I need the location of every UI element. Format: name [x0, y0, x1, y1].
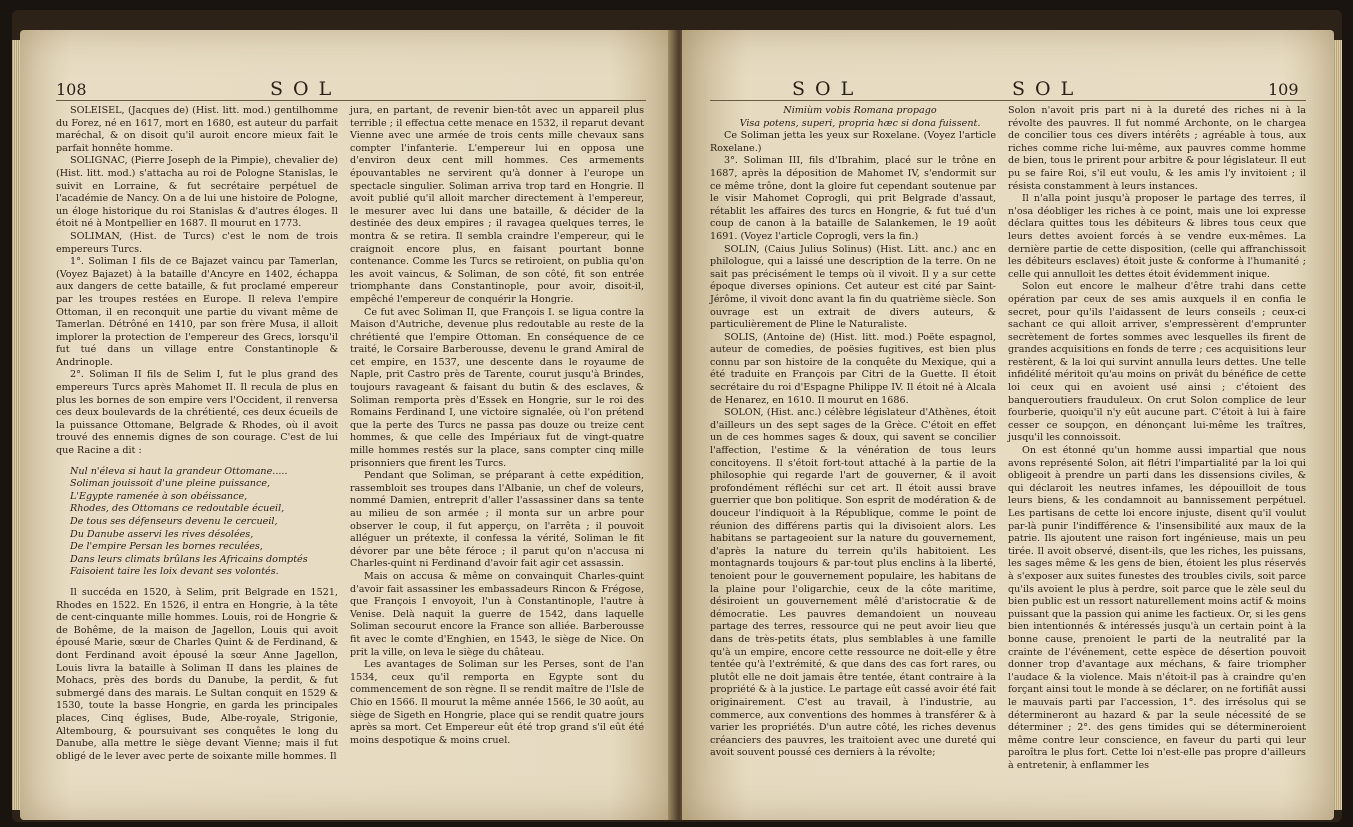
right-header-rule	[710, 100, 1306, 101]
left-page-number: 108	[56, 80, 87, 99]
verse-line: Rhodes, des Ottomans ce redoutable écueil,	[70, 503, 285, 515]
left-header-rule	[56, 100, 646, 101]
left-page	[20, 30, 675, 820]
racine-verse	[70, 466, 338, 579]
motto-line: Visa potens, superi, propria hæc si dona fuissent.	[739, 117, 981, 129]
entry-soliman-iii: 3°. Soliman III, fils d'Ibrahim, placé sur le trône en 1687, après la déposition de Mahomet IV, s'endormit sur ce même trône, dont la gloire fut cependant soutenue par le visir Mahomet Coprogli, qui prit Belgrade d'assaut, rétablit les affaires des turcs en Hongrie, & fut tué d'un coup de canon à la bataille de Salankemen, le 19 août 1691. (Voyez l'article Coprogli, vers la fin.)	[710, 155, 996, 242]
entry-soleisel: SOLEISEL, (Jacques de) (Hist. litt. mod.) gentilhomme du Forez, né en 1617, mort en 1680, est auteur du parfait maréchal, & on disoit qu'il auroit encore mieux fait le parfait honnête homme.	[56, 105, 338, 154]
right-column-1	[710, 105, 996, 760]
paragraph: Pendant que Soliman, se préparant à cette expédition, rassembloit ses troupes dans l'Albanie, un chef de voleurs, nommé Damien, entreprit d'aller l'assassiner dans sa tente au milieu de son armée ; il monta sur un arbre pour observer le coup, il fut apperçu, on l'arrêta ; il pouvoit alléguer un prétexte, il confessa la vérité, Soliman le fit dévorer par une bête féroce ; il parut qu'on n'accusa ni Charles-quint ni Ferdinand d'avoir fait agir cet assassin.	[350, 470, 644, 570]
entry-solin: SOLIN, (Caius Julius Solinus) (Hist. Litt. anc.) anc en philologue, qui a laissé une description de la terre. On ne sait pas précisément le temps où il vivoit. Il y a sur cette époque diverses opinions. Cet auteur est cité par Saint-Jérôme, il vivoit donc avant la fin du quatrième siècle. Son ouvrage est un extrait de divers auteurs, & particulièrement de Pline le Naturaliste.	[710, 243, 996, 331]
right-running-head-1: S O L	[792, 78, 856, 100]
paragraph: Les avantages de Soliman sur les Perses, sont de l'an 1534, ceux qu'il remporta en Egypte sont du commencement de son règne. Il se rendit maître de l'Isle de Chio en 1566. Il mourut la même année 1566, le 30 août, au siège de Sigeth en Hongrie, place qui se rendit quatre jours après sa mort. Cet Empereur eût été trop grand s'il eût été moins despotique & moins cruel.	[350, 659, 644, 746]
paragraph: On est étonné qu'un homme aussi impartial que nous avons représenté Solon, ait flétri l'impartialité par la loi qui obligeoit à prendre un parti dans les dissensions civiles, & qui déclaroit les neutres infames, les dépouilloit de tous leurs biens, & les condamnoit au bannissement perpétuel. Les partisans de cette loi encore injuste, disent qu'il voulut par-là punir l'indifférence & l'insensibilité aux maux de la patrie. Ils ajoutent une raison fort ingénieuse, mais un peu tirée. Il avoit observé, disent-ils, que les riches, les puissans, les sages même & les gens de bien, étoient les plus réservés à s'exposer aux suites funestes des troubles civils, soit parce qu'ils avoient le plus à perdre, soit parce que le zèle seul du bien public est un ressort naturellement moins actif & moins puissant que la passion qui anime les factieux. Or, si les gens bien intentionnés & intéressés jusqu'à un certain point à la bonne cause, prenoient le parti de la neutralité par la crainte de l'événement, cette espèce de désertion pouvoit donner trop d'avantage aux méchans, & faire triompher l'audace & la violence. Mais n'étoit-il pas à craindre qu'en forçant ainsi tout le monde à se déclarer, on ne fortifiât aussi le mauvais parti par l'accession, 1°. des irrésolus qui se détermineront au hazard & par la seule nécessité de se déterminer ; 2°. des gens timides qui se détermineroient même contre leur conscience, en faveur du parti qui leur paroîtra le plus fort. Cette loi n'est-elle pas propre d'ailleurs à entretenir, à enflammer les	[1008, 445, 1306, 771]
entry-soliman: SOLIMAN, (Hist. de Turcs) c'est le nom de trois empereurs Turcs.	[56, 230, 338, 255]
left-column-2	[350, 105, 644, 747]
verse-line: Dans leurs climats brûlans les Africains domptés	[70, 553, 308, 565]
paragraph: Ce fut avec Soliman II, que François I. se ligua contre la Maison d'Autriche, devenue plus redoutable au reste de la chrétienté que l'empire Ottoman. En conséquence de ce traité, le Corsaire Barberousse, devenu le grand Amiral de cet empire, en 1537, une descente dans le royaume de Naple, prit Castro près de Tarente, courut jusqu'à Brindes, toujours ravageant & faisant du butin & des esclaves, & Soliman remporta près d'Essek en Hongrie, sur le roi des Romains Ferdinand I, une victoire signalée, où l'on prétend que la perte des Turcs ne passa pas douze ou treize cent hommes, & que celle des Impériaux fut de vingt-quatre mille hommes restés sur la place, sans compter cinq mille prisonniers que firent les Turcs.	[350, 306, 644, 469]
right-page	[682, 30, 1334, 820]
paragraph: jura, en partant, de revenir bien-tôt avec un appareil plus terrible ; il effectua cette menace en 1532, il reparut devant Vienne avec une armée de trois cents mille chevaux sans compter l'infanterie. L'empereur lui en opposa une d'environ deux cent mill hommes. Ces armements épouvantables ne servirent qu'à donner à l'europe un spectacle singulier. Soliman arriva trop tard en Hongrie. Il avoit publié qu'il alloit marcher directement à l'empereur, le mesurer avec lui dans une bataille, & décider de la destinée des deux empires ; il ravagea quelques terres, le montra & se retira. Il sembla craindre l'empereur, qui le craignoit encore plus, en faisant pourtant bonne contenance. Comme les Turcs se retiroient, on publia qu'on les avoit vaincus, & Soliman, de son côté, fit son entrée triomphante dans Constantinople, pour avoir, disoit-il, empêché l'empereur de conquérir la Hongrie.	[350, 105, 644, 305]
entry-soliman-i: 1°. Soliman I fils de ce Bajazet vaincu par Tamerlan, (Voyez Bajazet) à la bataille d'Ancyre en 1402, échappa aux dangers de cette bataille, & fut proclamé empereur par les troupes restées en Europe. Il releva l'empire Ottoman, il en reconquit une partie du vivant même de Tamerlan. Détrôné en 1410, par son frère Musa, il alloit implorer la protection de l'empereur des Grecs, lorsqu'il fut tué dans un village entre Constantinople & Andrinople.	[56, 256, 338, 368]
verse-line: Faisoient taire les loix devant ses volontés.	[70, 566, 279, 578]
paragraph: Solon n'avoit pris part ni à la dureté des riches ni à la révolte des pauvres. Il fut nommé Archonte, on le chargea de concilier tous ces divers intérêts ; agréable à tous, aux riches comme riche lui-même, aux pauvres comme homme de bien, tous le prirent pour arbitre & pour législateur. Il eut pu se faire Roi, s'il eut voulu, & les amis l'y invitoient ; il résista constamment à leurs instances.	[1008, 105, 1306, 192]
entry-solon: SOLON, (Hist. anc.) célèbre législateur d'Athènes, étoit d'ailleurs un des sept sages de la Grèce. C'étoit en effet un de ces hommes sages & doux, qui savent se concilier l'affection, l'estime & la vénération de tous leurs concitoyens. Il s'étoit fort-tout attaché à la partie de la philosophie qui regarde l'art de gouverner, & il avoit profondément réfléchi sur cet art. Il étoit aussi brave guerrier que bon politique. Son esprit de modération & de douceur l'indiquoit à la République, comme le point de réunion des différens partis qui la divisoient alors. Les habitans se partageoient sur la nature du gouvernement, d'après la nature du terrein qu'ils habitoient. Les montagnards toujours & par-tout plus enclins à la liberté, tenoient pour le gouvernement populaire, les habitans de la plaine pour l'oligarchie, ceux de la côte maritime, désiroient un gouvernement mêlé d'aristocratie & de démocratie. Les pauvres demandoient un nouveau partage des terres, ressource qui ne peut avoir lieu que dans de très-petits états, plus semblables à une famille qu'à un empire, encore cette ressource ne doit-elle y être tentée qu'à l'extrémité, & que dans des cas fort rares, ou plutôt elle ne doit jamais être tentée, étant contraire à la propriété & à la justice. Le partage eût cassé avoir été fait originairement. C'est au travail, à l'industrie, au commerce, aux conventions des hommes à transférer & à varier les propriétés. D'un autre côté, les riches devenus créanciers des pauvres, les traitoient avec une dureté qui avoit souvent poussé ces derniers à la révolte;	[710, 407, 996, 759]
verse-line: Nul n'éleva si haut la grandeur Ottomane.....	[70, 465, 288, 477]
open-book	[12, 10, 1342, 822]
verse-line: Soliman jouissoit d'une pleine puissance,	[70, 478, 271, 490]
paragraph: Solon eut encore le malheur d'être trahi dans cette opération par ceux de ses amis auxquels il en confia le secret, pour qu'ils l'aidassent de leurs conseils ; ceux-ci sachant ce qui alloit arriver, s'empressèrent d'emprunter secrètement de fortes sommes avec lesquelles ils firent de grandes acquisitions en fonds de terre ; ces acquisitions leur restèrent, & la loi qui survint annulla leurs dettes. Une telle infidélité méritoit qu'au moins on privât du bénéfice de cette loi ceux qui en avoient usé ainsi ; c'étoient des banqueroutiers frauduleux. On crut Solon complice de leur fourberie, quoiqu'il n'y eût aucune part. C'étoit à lui à faire cesser ce soupçon, en dénonçant lui-même les traîtres, jusqu'il les connoissoit.	[1008, 281, 1306, 444]
right-page-number: 109	[1268, 80, 1299, 99]
verse-line: L'Egypte ramenée à son obéissance,	[70, 490, 248, 502]
verse-line: Du Danube asservi les rives désolées,	[70, 528, 254, 540]
paragraph: Ce Soliman jetta les yeux sur Roxelane. (Voyez l'article Roxelane.)	[710, 130, 996, 154]
paragraph: Mais on accusa & même on convainquit Charles-quint d'avoir fait assassiner les embassadeurs Rincon & Frégose, que François I envoyoit, l'un à Constantinople, l'autre à Venise. Delà naquit la guerre de 1542, dans laquelle Soliman secourut encore la France son alliée. Barberousse fit avec le comte d'Enghien, en 1543, le siège de Nice. On prit la ville, on leva le siège du château.	[350, 570, 644, 658]
left-running-head: S O L	[270, 78, 334, 100]
entry-soliman-ii-cont: Il succéda en 1520, à Selim, prit Belgrade en 1521, Rhodes en 1522. En 1526, il entra en Hongrie, à la tête de cent-cinquante mille hommes. Louis, roi de Hongrie & de Bohême, de la maison de Jagellon, Louis qui avoit épousé Marie, sœur de Charles Quint & de Ferdinand, & dont Ferdinand avoit épousé la sœur Anne Jagellon, Louis livra la bataille à Soliman II dans les plaines de Mohacs, près des bords du Danube, la perdit, & fut submergé dans des marais. Le Sultan conquit en 1529 & 1530, toute la basse Hongrie, en garda les principales places, Cinq églises, Bude, Albe-royale, Strigonie, Altembourg, & poursuivant ses conquêtes le long du Danube, alla mettre le siège devant Vienne; mais il fut obligé de le lever avec perte de soixante mille hommes. Il	[56, 586, 338, 762]
entry-solignac: SOLIGNAC, (Pierre Joseph de la Pimpie), chevalier de) (Hist. litt. mod.) s'attacha au roi de Pologne Stanislas, le suivit en Lorraine, & fut secrétaire perpétuel de l'académie de Nancy. On a de lui une histoire de Pologne, un éloge historique du roi Stanislas & d'autres éloges. Il étoit né à Montpellier en 1687. Il mourut en 1773.	[56, 155, 338, 230]
paragraph: Il n'alla point jusqu'à proposer le partage des terres, il n'osa déobliger les riches à ce point, mais une loi expresse déclara quittes tous les débiteurs & libres tous ceux que leurs dettes avoient forcés à se vendre eux-mêmes. La dernière partie de cette disposition, (celle qui affranchissoit les débiteurs esclaves) étoit juste & conforme à l'humanité ; celle qui annulloit les dettes étoit évidemment inique.	[1008, 193, 1306, 280]
verse-line: De tous ses défenseurs devenu le cercueil,	[70, 516, 278, 527]
entry-solis: SOLIS, (Antoine de) (Hist. litt. mod.) Poëte espagnol, auteur de comedies, de poësies fugitives, est bien plus connu par son histoire de la conquête du Mexique, qui a été traduite en François par Citri de la Guette. Il étoit secrétaire du roi d'Espagne Philippe IV. Il étoit né à Alcala de Henarez, en 1610. Il mourut en 1686.	[710, 331, 996, 406]
verse-line: De l'empire Persan les bornes reculées,	[70, 541, 263, 553]
motto-line: Nimiùm vobis Romana propago	[783, 105, 937, 116]
right-running-head-2: S O L	[1012, 78, 1076, 100]
right-column-2	[1008, 105, 1306, 772]
entry-soliman-ii: 2°. Soliman II fils de Selim I, fut le plus grand des empereurs Turcs après Mahomet II. Il recula de plus en plus les bornes de son empire vers l'Occident, il renversa ces deux boulevards de la chrétienté, ces deux écueils de la puissance Ottomane, Belgrade & Rhodes, où il avoit trouvé des ennemis dignes de son courage. C'est de lui que Racine a dit :	[56, 369, 338, 457]
left-column-1	[56, 105, 338, 763]
